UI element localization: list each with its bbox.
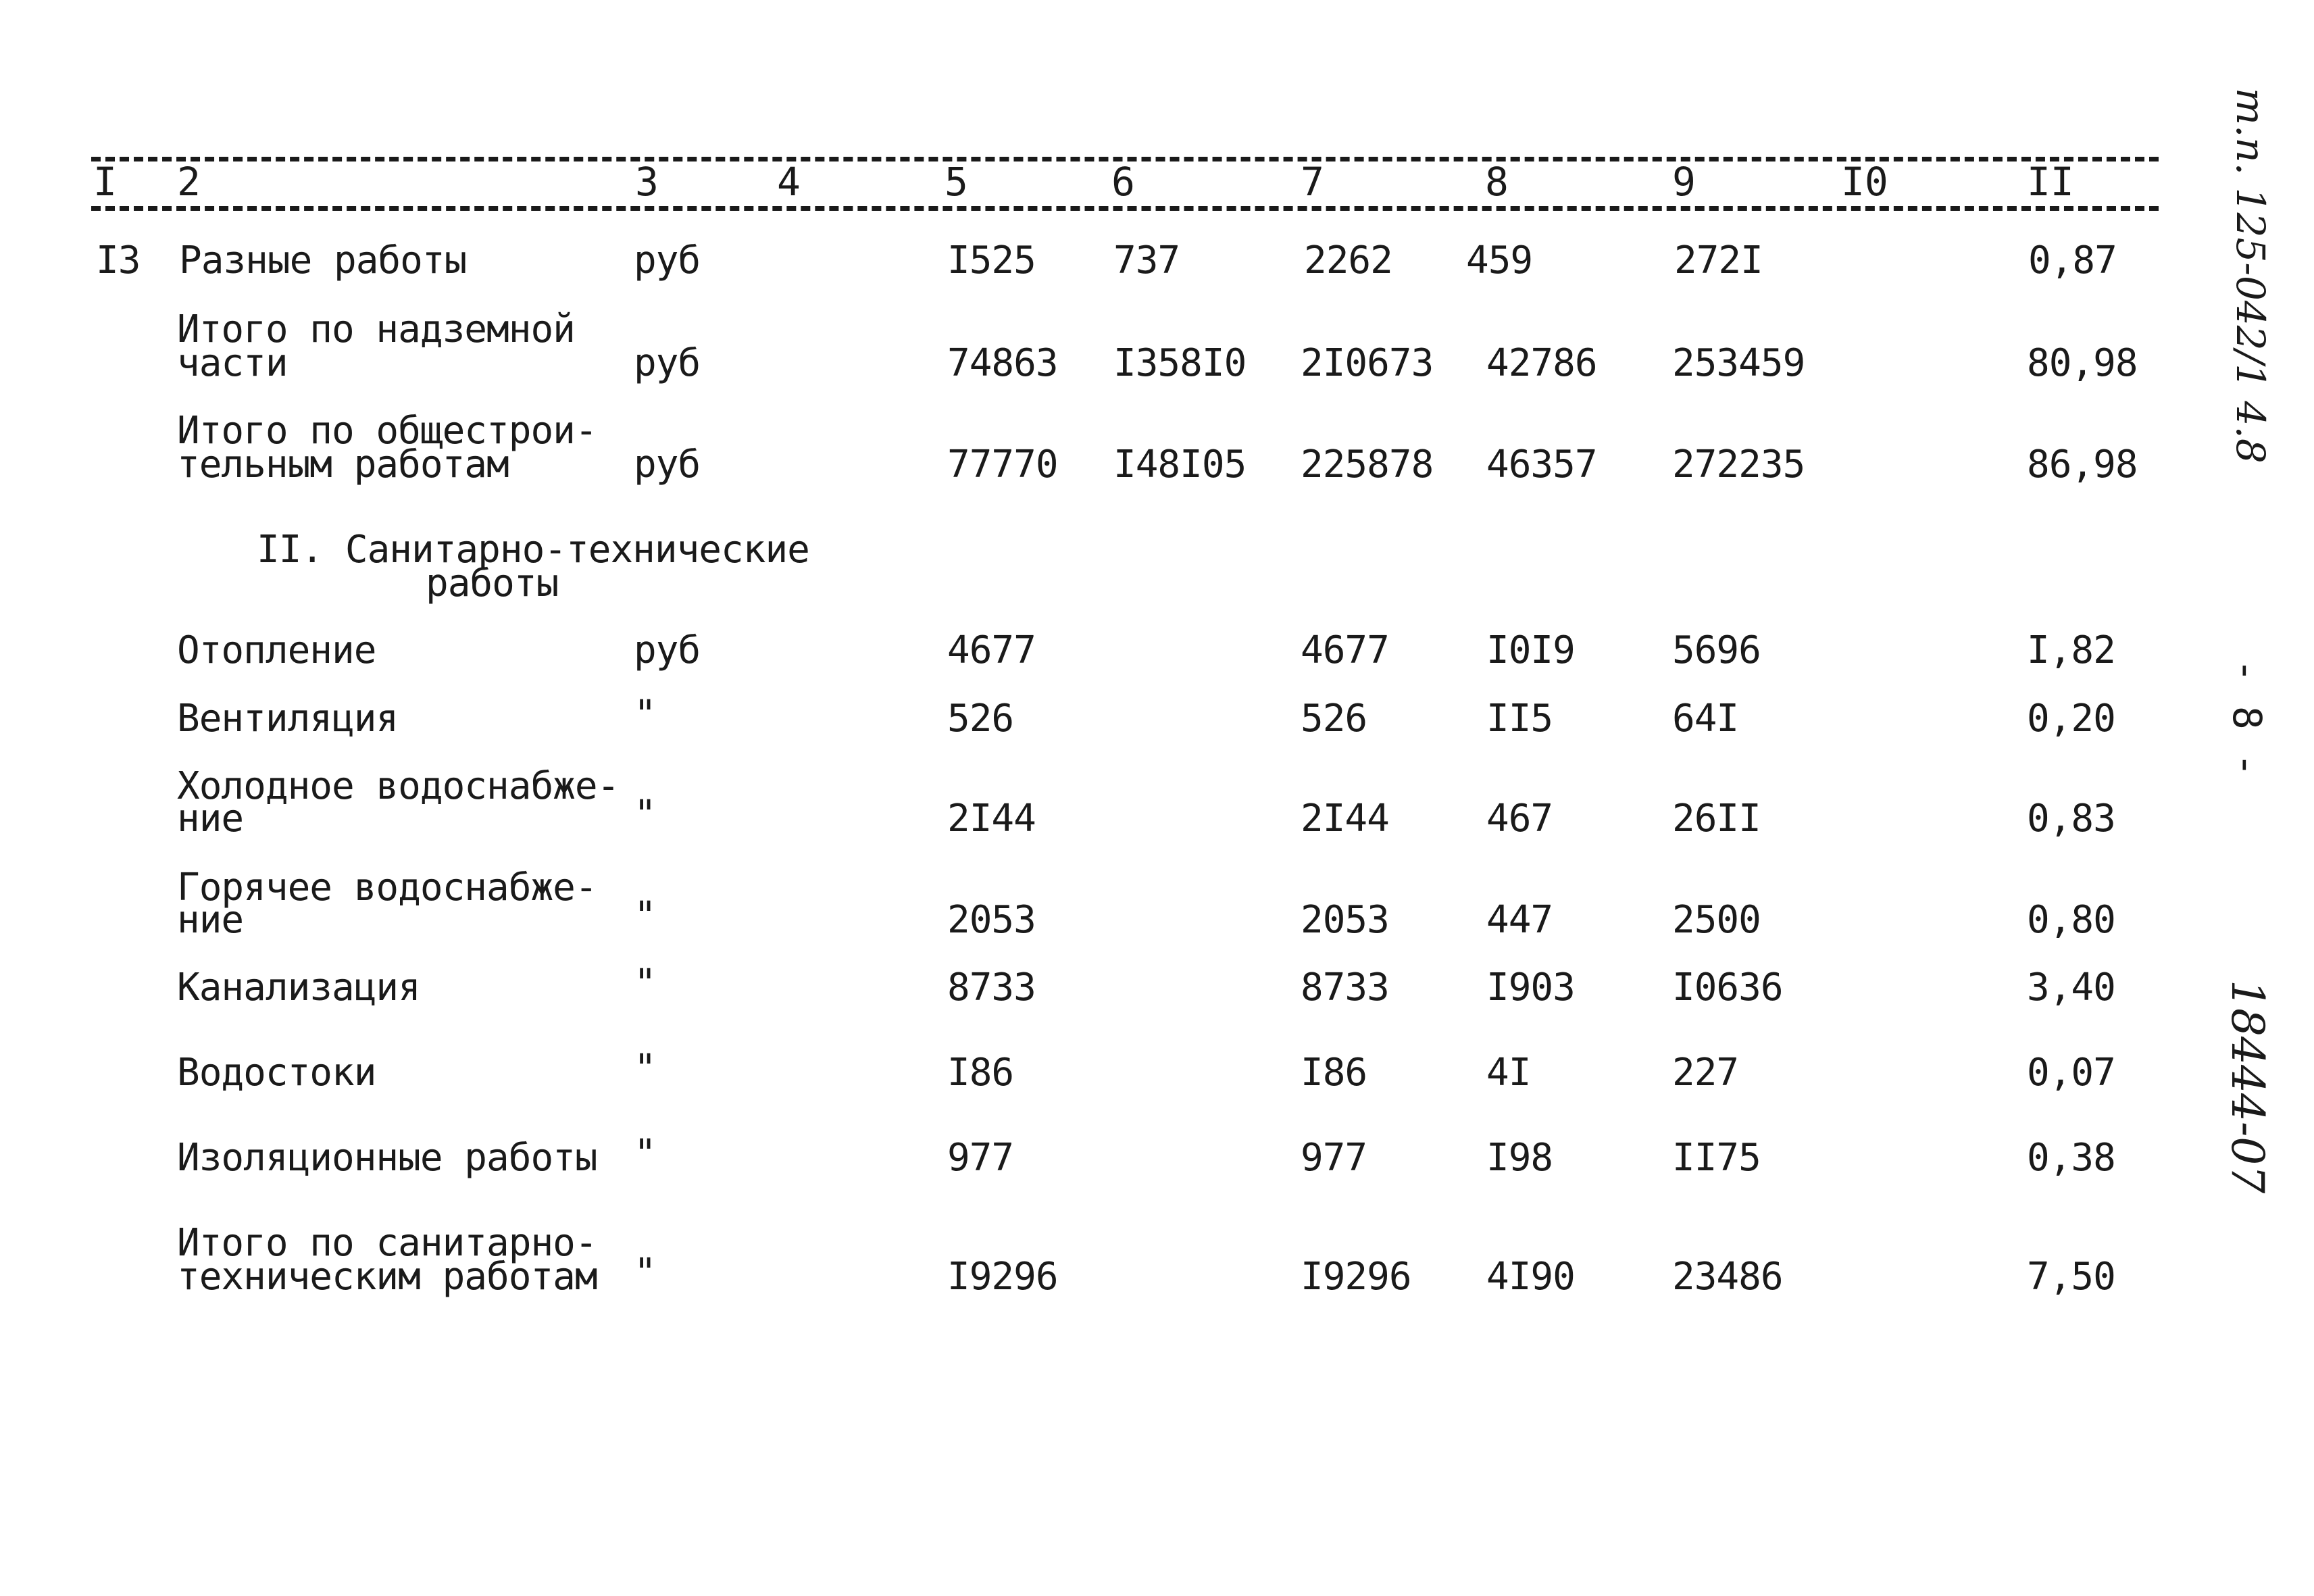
row-unit-ditto: " <box>634 1251 656 1295</box>
cell-col-5: 526 <box>947 697 1014 741</box>
row-name: Отопление <box>177 628 376 672</box>
cell-col-9: 23486 <box>1672 1255 1783 1299</box>
row-number: I3 <box>96 239 141 282</box>
col-header-9: 9 <box>1672 159 1696 205</box>
cell-col-11: 0,38 <box>2027 1136 2115 1180</box>
cell-col-9: 253459 <box>1672 341 1805 385</box>
cell-col-7: 526 <box>1301 697 1367 741</box>
cell-col-9: 5696 <box>1672 628 1761 672</box>
col-header-7: 7 <box>1301 159 1324 205</box>
row-name: Канализация <box>177 966 420 1009</box>
cell-col-8: I98 <box>1486 1136 1553 1180</box>
cell-col-9: 272235 <box>1672 443 1805 487</box>
cell-col-7: 2053 <box>1301 898 1389 942</box>
cell-col-5: 4677 <box>947 628 1036 672</box>
cell-col-5: 977 <box>947 1136 1014 1180</box>
col-header-10: I0 <box>1841 159 1888 205</box>
row-unit-ditto: " <box>634 962 656 1005</box>
cell-col-9: 26II <box>1672 797 1761 841</box>
cell-col-5: I525 <box>947 239 1036 282</box>
row-name: Изоляционные работы <box>177 1136 597 1180</box>
cell-col-8: I903 <box>1486 966 1575 1009</box>
col-header-3: 3 <box>635 159 659 205</box>
cell-col-5: I9296 <box>947 1255 1058 1299</box>
cell-col-7: 8733 <box>1301 966 1389 1009</box>
cell-col-9: I0636 <box>1672 966 1783 1009</box>
cell-col-8: I0I9 <box>1486 628 1575 672</box>
row-name-line-1: Итого по санитарно- <box>177 1221 597 1265</box>
cell-col-7: 2262 <box>1304 239 1392 282</box>
row-name: Разные работы <box>179 239 467 282</box>
cell-col-8: 46357 <box>1486 443 1597 487</box>
cell-col-9: 64I <box>1672 697 1739 741</box>
col-header-8: 8 <box>1485 159 1509 205</box>
row-name-line-2: части <box>177 341 288 385</box>
cell-col-7: 2I0673 <box>1301 341 1434 385</box>
row-unit-ditto: " <box>634 894 656 938</box>
cell-col-11: 0,83 <box>2027 797 2115 841</box>
row-unit: руб <box>634 341 701 385</box>
row-name-line-2: техническим работам <box>177 1255 597 1299</box>
cell-col-7: I86 <box>1301 1051 1367 1095</box>
col-header-2: 2 <box>177 159 201 205</box>
cell-col-8: 459 <box>1466 239 1533 282</box>
row-name-line-2: тельным работам <box>177 443 509 487</box>
cell-col-7: 225878 <box>1301 443 1434 487</box>
row-unit-ditto: " <box>634 793 656 837</box>
row-unit-ditto: " <box>634 1132 656 1176</box>
header-rule-bottom <box>91 206 2159 211</box>
row-name: Водостоки <box>177 1051 376 1095</box>
cell-col-11: 0,20 <box>2027 697 2115 741</box>
cell-col-5: 2I44 <box>947 797 1036 841</box>
row-name-line-1: Горячее водоснабже- <box>177 866 597 909</box>
col-header-11: II <box>2027 159 2074 205</box>
row-unit-ditto: " <box>634 693 656 737</box>
cell-col-8: 447 <box>1486 898 1553 942</box>
section-title-line-2: работы <box>426 562 559 605</box>
cell-col-11: 0,80 <box>2027 898 2115 942</box>
cell-col-5: 74863 <box>947 341 1058 385</box>
cell-col-5: I86 <box>947 1051 1014 1095</box>
cell-col-11: 3,40 <box>2027 966 2115 1009</box>
cell-col-9: 227 <box>1672 1051 1739 1095</box>
cell-col-5: 2053 <box>947 898 1036 942</box>
cell-col-8: 4I90 <box>1486 1255 1575 1299</box>
row-unit-ditto: " <box>634 1047 656 1091</box>
row-name-line-1: Итого по надземной <box>177 307 575 351</box>
row-unit: руб <box>634 239 701 282</box>
page-number: - 8 - <box>2224 659 2270 777</box>
row-name-line-1: Итого по общестрои- <box>177 409 597 453</box>
row-name: Вентиляция <box>177 697 399 741</box>
cell-col-5: 77770 <box>947 443 1058 487</box>
cell-col-11: 80,98 <box>2027 341 2138 385</box>
cell-col-9: II75 <box>1672 1136 1761 1180</box>
cell-col-8: II5 <box>1486 697 1553 741</box>
cell-col-6: I48I05 <box>1113 443 1247 487</box>
cell-col-8: 467 <box>1486 797 1553 841</box>
row-unit: руб <box>634 628 701 672</box>
row-unit: руб <box>634 443 701 487</box>
cell-col-8: 42786 <box>1486 341 1597 385</box>
col-header-1: I <box>93 159 117 205</box>
cell-col-11: 0,07 <box>2027 1051 2115 1095</box>
cell-col-11: 7,50 <box>2027 1255 2115 1299</box>
col-header-5: 5 <box>945 159 968 205</box>
row-name-line-2: ние <box>177 797 244 841</box>
cell-col-7: 4677 <box>1301 628 1389 672</box>
cell-col-11: 86,98 <box>2027 443 2138 487</box>
row-name-line-1: Холодное водоснабже- <box>177 764 620 808</box>
inventory-number: 18444-07 <box>2221 980 2273 1194</box>
cell-col-7: I9296 <box>1301 1255 1411 1299</box>
document-code: т.п. 125-042/1 4.8 <box>2228 88 2273 464</box>
cell-col-7: 977 <box>1301 1136 1367 1180</box>
row-name-line-2: ние <box>177 898 244 942</box>
cell-col-9: 272I <box>1674 239 1763 282</box>
cell-col-7: 2I44 <box>1301 797 1389 841</box>
cell-col-11: 0,87 <box>2028 239 2117 282</box>
cell-col-5: 8733 <box>947 966 1036 1009</box>
section-title-line-1: II. Санитарно-технические <box>257 528 809 572</box>
col-header-4: 4 <box>777 159 801 205</box>
col-header-6: 6 <box>1111 159 1135 205</box>
cell-col-6: 737 <box>1113 239 1180 282</box>
cell-col-9: 2500 <box>1672 898 1761 942</box>
cell-col-8: 4I <box>1486 1051 1531 1095</box>
cell-col-6: I358I0 <box>1113 341 1247 385</box>
cell-col-11: I,82 <box>2027 628 2115 672</box>
